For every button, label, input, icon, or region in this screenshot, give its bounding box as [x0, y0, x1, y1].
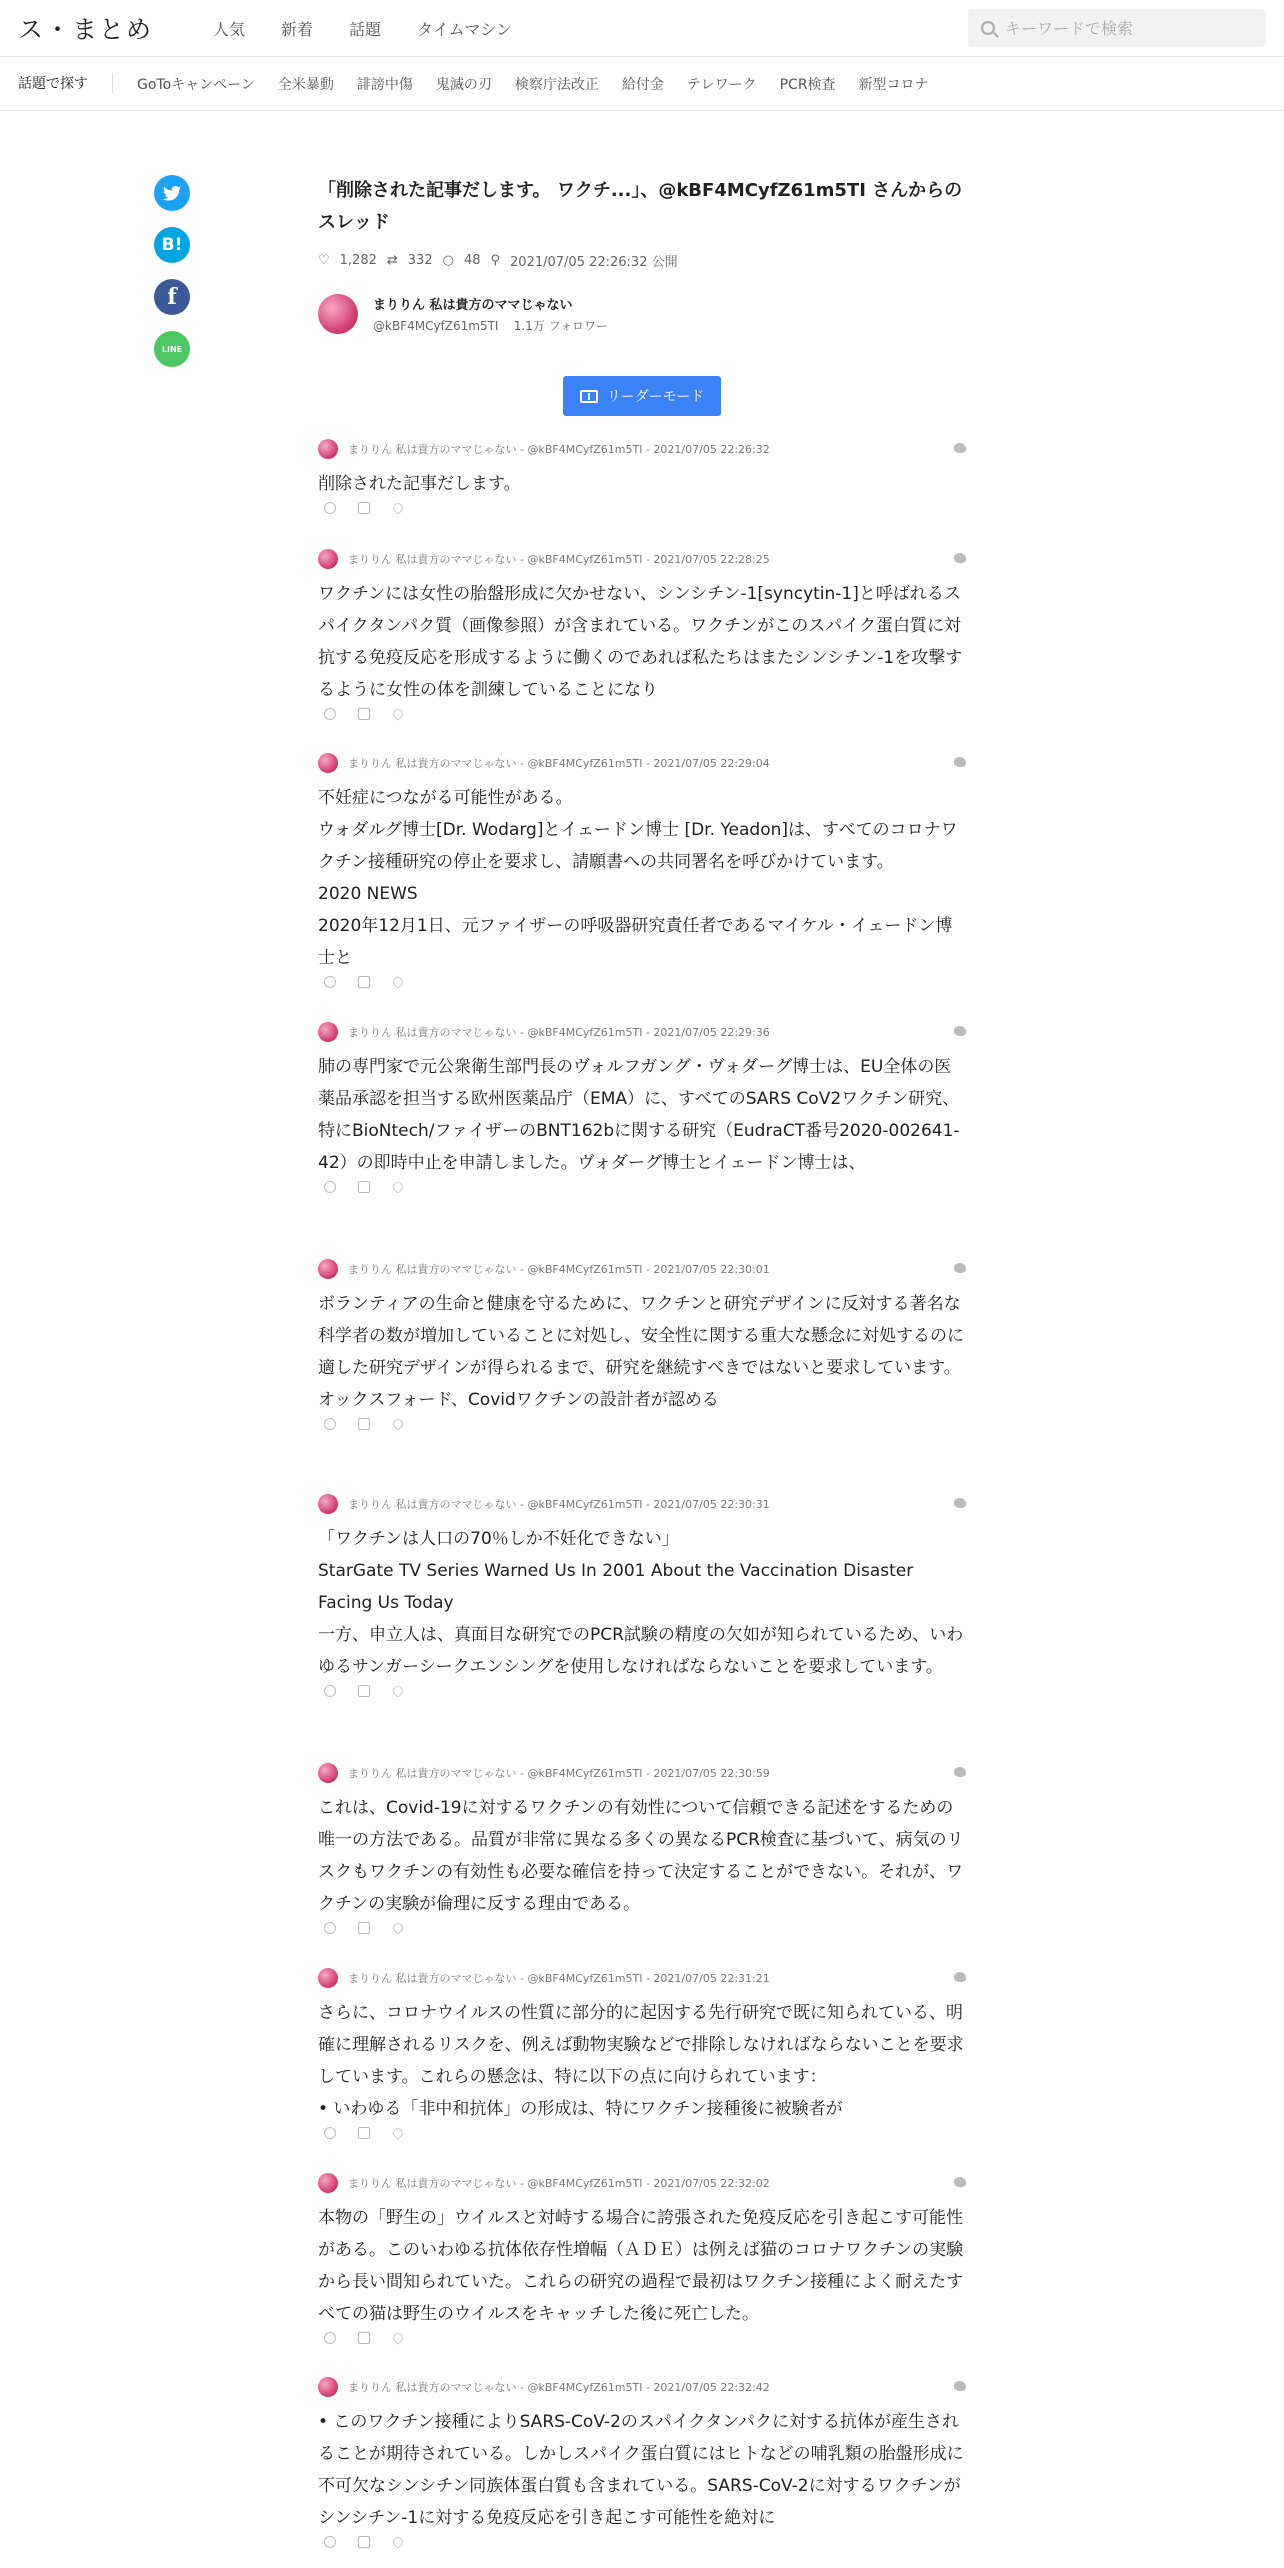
- tweet-text: さらに、コロナウイルスの性質に部分的に起因する先行研究で既に知られている、明確に理解されるリスクを、例えば動物実験などで排除しなければならないことを要求しています。これらの懸念は、特に以下の点に向けられています： • いわゆる「非中和抗体」の形成は、特にワクチン接種後に被験者が: [318, 2003, 964, 2119]
- tweet-item: [318, 2376, 966, 2552]
- tweet-actions: [318, 1181, 966, 1197]
- tweet-actions: [318, 2536, 966, 2552]
- avatar[interactable]: [318, 439, 338, 459]
- tweet-header: [318, 1967, 966, 1989]
- retweet-icon[interactable]: [358, 2332, 370, 2344]
- tweet-item: [318, 1762, 966, 1938]
- twitter-icon[interactable]: [954, 1972, 966, 1982]
- tweet-header: [318, 1493, 966, 1515]
- heart-icon[interactable]: [391, 2331, 405, 2345]
- comment-icon: ○: [442, 253, 454, 268]
- author-meta: [373, 317, 608, 334]
- topic-item[interactable]: 鬼滅の刃: [435, 77, 492, 93]
- tweet-text: 「ワクチンは人口の70％しか不妊化できない」 StarGate TV Series Warned Us In 2001 About the Vaccination Disaster Facing Us Today 一方、申立人は、真面目な研究でのPCR試験の精度の欠如が知られているため、いわゆるサンガーシークエンシングを使用しなければならないことを要求しています。: [318, 1529, 964, 1677]
- heart-icon[interactable]: [391, 2126, 405, 2140]
- tweet-text: 本物の「野生の」ウイルスと対峙する場合に誇張された免疫反応を引き起こす可能性がある。このいわゆる抗体依存性増幅（ＡＤＥ）は例えば猫のコロナワクチンの実験から長い間知られていた。これらの研究の過程で最初はワクチン接種によく耐えたすべての猫は野生のウイルスをキャッチした後に死亡した。: [318, 2208, 964, 2324]
- link-icon: ⚲: [490, 253, 501, 268]
- heart-icon[interactable]: [391, 1417, 405, 1431]
- tweet-actions: [318, 1685, 966, 1701]
- avatar[interactable]: [318, 1968, 338, 1988]
- retweet-icon[interactable]: [358, 1685, 370, 1697]
- facebook-share-button[interactable]: f: [154, 279, 190, 315]
- tweet-actions: [318, 2127, 966, 2143]
- reply-icon[interactable]: [324, 2536, 336, 2548]
- reply-icon[interactable]: [324, 1181, 336, 1193]
- topic-item[interactable]: 誹謗中傷: [356, 77, 413, 93]
- line-share-button[interactable]: LINE: [154, 331, 190, 367]
- tweet-text: これは、Covid-19に対するワクチンの有効性について信頼できる記述をするための唯一の方法である。品質が非常に異なる多くの異なるPCR検査に基づいて、病気のリスクもワクチンの有効性も必要な確信を持って決定することができない。それが、ワクチンの実験が倫理に反する理由である。: [318, 1798, 964, 1914]
- twitter-icon[interactable]: [954, 1026, 966, 1036]
- tweet-actions: [318, 976, 966, 992]
- like-count: 1,282: [339, 253, 377, 268]
- tweet-meta: まりりん 私は貴方のママじゃない - @kBF4MCyfZ61m5TI - 2021/07/05 22:32:42: [348, 2381, 770, 2394]
- reply-count: 48: [463, 253, 481, 268]
- reply-icon[interactable]: [324, 1418, 336, 1430]
- search-input[interactable]: [1005, 19, 1255, 38]
- reply-icon[interactable]: [324, 708, 336, 720]
- tweet-header: [318, 1021, 966, 1043]
- top-bar: [0, 0, 1284, 56]
- tweet-item: [318, 1021, 966, 1197]
- follower-count: 1.1万 フォロワー: [513, 319, 609, 333]
- tweet-item: [318, 1258, 966, 1434]
- reply-icon[interactable]: [324, 502, 336, 514]
- topic-item[interactable]: 新型コロナ: [858, 77, 929, 93]
- author-handle: @kBF4MCyfZ61m5TI: [373, 319, 499, 333]
- twitter-icon[interactable]: [954, 553, 966, 563]
- heart-icon[interactable]: [391, 501, 405, 515]
- tweet-item: [318, 1967, 966, 2143]
- tweet-actions: [318, 502, 966, 518]
- book-icon: [580, 390, 598, 403]
- tweet-meta: まりりん 私は貴方のママじゃない - @kBF4MCyfZ61m5TI - 2021/07/05 22:30:59: [348, 1767, 770, 1780]
- tweet-header: [318, 2172, 966, 2194]
- nav-new[interactable]: 新着: [281, 20, 314, 39]
- tweet-meta: まりりん 私は貴方のママじゃない - @kBF4MCyfZ61m5TI - 2021/07/05 22:29:36: [348, 1026, 770, 1039]
- twitter-icon[interactable]: [954, 2381, 966, 2391]
- avatar[interactable]: [318, 2377, 338, 2397]
- nav-topics[interactable]: 話題: [349, 20, 382, 39]
- heart-icon[interactable]: [391, 2535, 405, 2549]
- reader-mode-button[interactable]: [563, 376, 721, 416]
- topic-heading: 話題で探す: [18, 76, 88, 92]
- tweet-text: 不妊症につながる可能性がある。 ウォダルグ博士[Dr. Wodarg]とイェードン博士 [Dr. Yeadon]は、すべてのコロナワクチン接種研究の停止を要求し、請願書への共同署名を呼びかけています。 2020 NEWS 2020年12月1日、元ファイザーの呼吸器研究責任者であるマイケル・イェードン博士と: [318, 788, 958, 968]
- tweet-header: [318, 752, 966, 774]
- tweet-meta: まりりん 私は貴方のママじゃない - @kBF4MCyfZ61m5TI - 2021/07/05 22:28:25: [348, 553, 770, 566]
- tweet-header: [318, 1258, 966, 1280]
- tweet-item: [318, 548, 966, 724]
- search-icon: [981, 21, 995, 35]
- topic-item[interactable]: PCR検査: [779, 77, 836, 93]
- heart-icon: ♡: [318, 253, 330, 268]
- avatar[interactable]: [318, 753, 338, 773]
- tweet-meta: まりりん 私は貴方のママじゃない - @kBF4MCyfZ61m5TI - 2021/07/05 22:29:04: [348, 757, 770, 770]
- tweet-text: ボランティアの生命と健康を守るために、ワクチンと研究デザインに反対する著名な科学者の数が増加していることに対処し、安全性に関する重大な懸念に対処するのに適した研究デザインが得られるまで、研究を継続すべきではないと要求しています。 オックスフォード、Covidワクチンの設計者が認める: [318, 1294, 964, 1410]
- tweet-header: [318, 2376, 966, 2398]
- tweet-item: [318, 752, 966, 992]
- avatar[interactable]: [318, 2173, 338, 2193]
- nav-timemachine[interactable]: タイムマシン: [417, 20, 513, 39]
- tweet-text: 肺の専門家で元公衆衛生部門長のヴォルフガング・ヴォダーグ博士は、EU全体の医薬品承認を担当する欧州医薬品庁（EMA）に、すべてのSARS CoV2ワクチン研究、特にBioNtech/ファイザーのBNT162bに関する研究（EudraCT番号2020-002641-42）の即時中止を申請しました。ヴォダーグ博士とイェードン博士は、: [318, 1057, 960, 1173]
- retweet-icon[interactable]: [358, 502, 370, 514]
- topic-bar: [0, 56, 1284, 111]
- retweet-icon[interactable]: [358, 2536, 370, 2548]
- search-box[interactable]: [968, 9, 1266, 47]
- tweet-actions: [318, 2332, 966, 2348]
- tweet-meta: まりりん 私は貴方のママじゃない - @kBF4MCyfZ61m5TI - 2021/07/05 22:30:31: [348, 1498, 770, 1511]
- published-date: 2021/07/05 22:26:32 公開: [510, 255, 678, 270]
- reply-icon[interactable]: [324, 1685, 336, 1697]
- twitter-icon: [163, 186, 181, 201]
- twitter-icon[interactable]: [954, 1498, 966, 1508]
- reply-icon[interactable]: [324, 976, 336, 988]
- reply-icon[interactable]: [324, 2332, 336, 2344]
- reply-icon[interactable]: [324, 1922, 336, 1934]
- avatar[interactable]: [318, 1022, 338, 1042]
- tweet-text: 削除された記事だします。: [318, 474, 521, 494]
- tweet-actions: [318, 1418, 966, 1434]
- topic-item[interactable]: 全米暴動: [277, 77, 334, 93]
- topic-item[interactable]: 給付金: [621, 77, 664, 93]
- topic-item[interactable]: GoToキャンペーン: [137, 77, 255, 93]
- tweet-header: [318, 548, 966, 570]
- nav-popular[interactable]: 人気: [213, 20, 246, 39]
- main-nav: [213, 17, 548, 40]
- avatar[interactable]: [318, 1494, 338, 1514]
- reply-icon[interactable]: [324, 2127, 336, 2139]
- tweet-meta: まりりん 私は貴方のママじゃない - @kBF4MCyfZ61m5TI - 2021/07/05 22:26:32: [348, 443, 770, 456]
- topic-item[interactable]: テレワーク: [686, 77, 757, 93]
- tweet-text: • このワクチン接種によりSARS-CoV-2のスパイクタンパクに対する抗体が産生されることが期待されている。しかしスパイク蛋白質にはヒトなどの哺乳類の胎盤形成に不可欠なシンシチン同族体蛋白質も含まれている。SARS-CoV-2に対するワクチンがシンシチン-1に対する免疫反応を引き起こす可能性を絶対に: [318, 2412, 964, 2528]
- retweet-icon[interactable]: [358, 708, 370, 720]
- tweet-item: [318, 1493, 966, 1701]
- author-name[interactable]: まりりん 私は貴方のママじゃない: [373, 298, 573, 313]
- hatena-bookmark-button[interactable]: B!: [154, 227, 190, 263]
- topic-list: [137, 74, 952, 94]
- avatar[interactable]: [318, 1763, 338, 1783]
- tweet-meta: まりりん 私は貴方のママじゃない - @kBF4MCyfZ61m5TI - 2021/07/05 22:32:02: [348, 2177, 770, 2190]
- twitter-icon[interactable]: [954, 443, 966, 453]
- article-stats: [318, 251, 966, 270]
- retweet-icon[interactable]: [358, 1418, 370, 1430]
- retweet-icon: ⇄: [386, 253, 398, 268]
- avatar[interactable]: [318, 549, 338, 569]
- retweet-icon[interactable]: [358, 2127, 370, 2139]
- tweet-meta: まりりん 私は貴方のママじゃない - @kBF4MCyfZ61m5TI - 2021/07/05 22:30:01: [348, 1263, 770, 1276]
- retweet-icon[interactable]: [358, 1922, 370, 1934]
- heart-icon[interactable]: [391, 1921, 405, 1935]
- page-title: 「削除された記事だします。 ワクチ...」、@kBF4MCyfZ61m5TI さんからのスレッド: [318, 180, 963, 233]
- twitter-icon[interactable]: [954, 757, 966, 767]
- tweet-item: [318, 438, 966, 518]
- topic-item[interactable]: 検察庁法改正: [514, 77, 599, 93]
- tweet-header: [318, 1762, 966, 1784]
- heart-icon[interactable]: [391, 1684, 405, 1698]
- twitter-icon[interactable]: [954, 1767, 966, 1777]
- site-logo[interactable]: ス・まとめ: [18, 15, 154, 44]
- tweet-actions: [318, 1922, 966, 1938]
- heart-icon[interactable]: [391, 707, 405, 721]
- retweet-icon[interactable]: [358, 1181, 370, 1193]
- divider: [112, 73, 113, 93]
- reader-mode-label: リーダーモード: [606, 389, 705, 405]
- twitter-share-button[interactable]: [154, 175, 190, 211]
- tweet-actions: [318, 708, 966, 724]
- article-header: [318, 175, 966, 416]
- tweet-text: ワクチンには女性の胎盤形成に欠かせない、シンシチン-1[syncytin-1]と呼ばれるスパイクタンパク質（画像参照）が含まれている。ワクチンがこのスパイク蛋白質に対抗する免疫反応を形成するように働くのであれば私たちはまたシンシチン-1を攻撃するように女性の体を訓練していることになり: [318, 584, 963, 700]
- retweet-icon[interactable]: [358, 976, 370, 988]
- heart-icon[interactable]: [391, 1180, 405, 1194]
- heart-icon[interactable]: [391, 975, 405, 989]
- avatar[interactable]: [318, 1259, 338, 1279]
- retweet-count: 332: [407, 253, 433, 268]
- tweet-item: [318, 2172, 966, 2348]
- author-block[interactable]: [318, 294, 966, 334]
- twitter-icon[interactable]: [954, 1263, 966, 1273]
- twitter-icon[interactable]: [954, 2177, 966, 2187]
- tweet-meta: まりりん 私は貴方のママじゃない - @kBF4MCyfZ61m5TI - 2021/07/05 22:31:21: [348, 1972, 770, 1985]
- avatar[interactable]: [318, 294, 358, 334]
- tweet-header: [318, 438, 966, 460]
